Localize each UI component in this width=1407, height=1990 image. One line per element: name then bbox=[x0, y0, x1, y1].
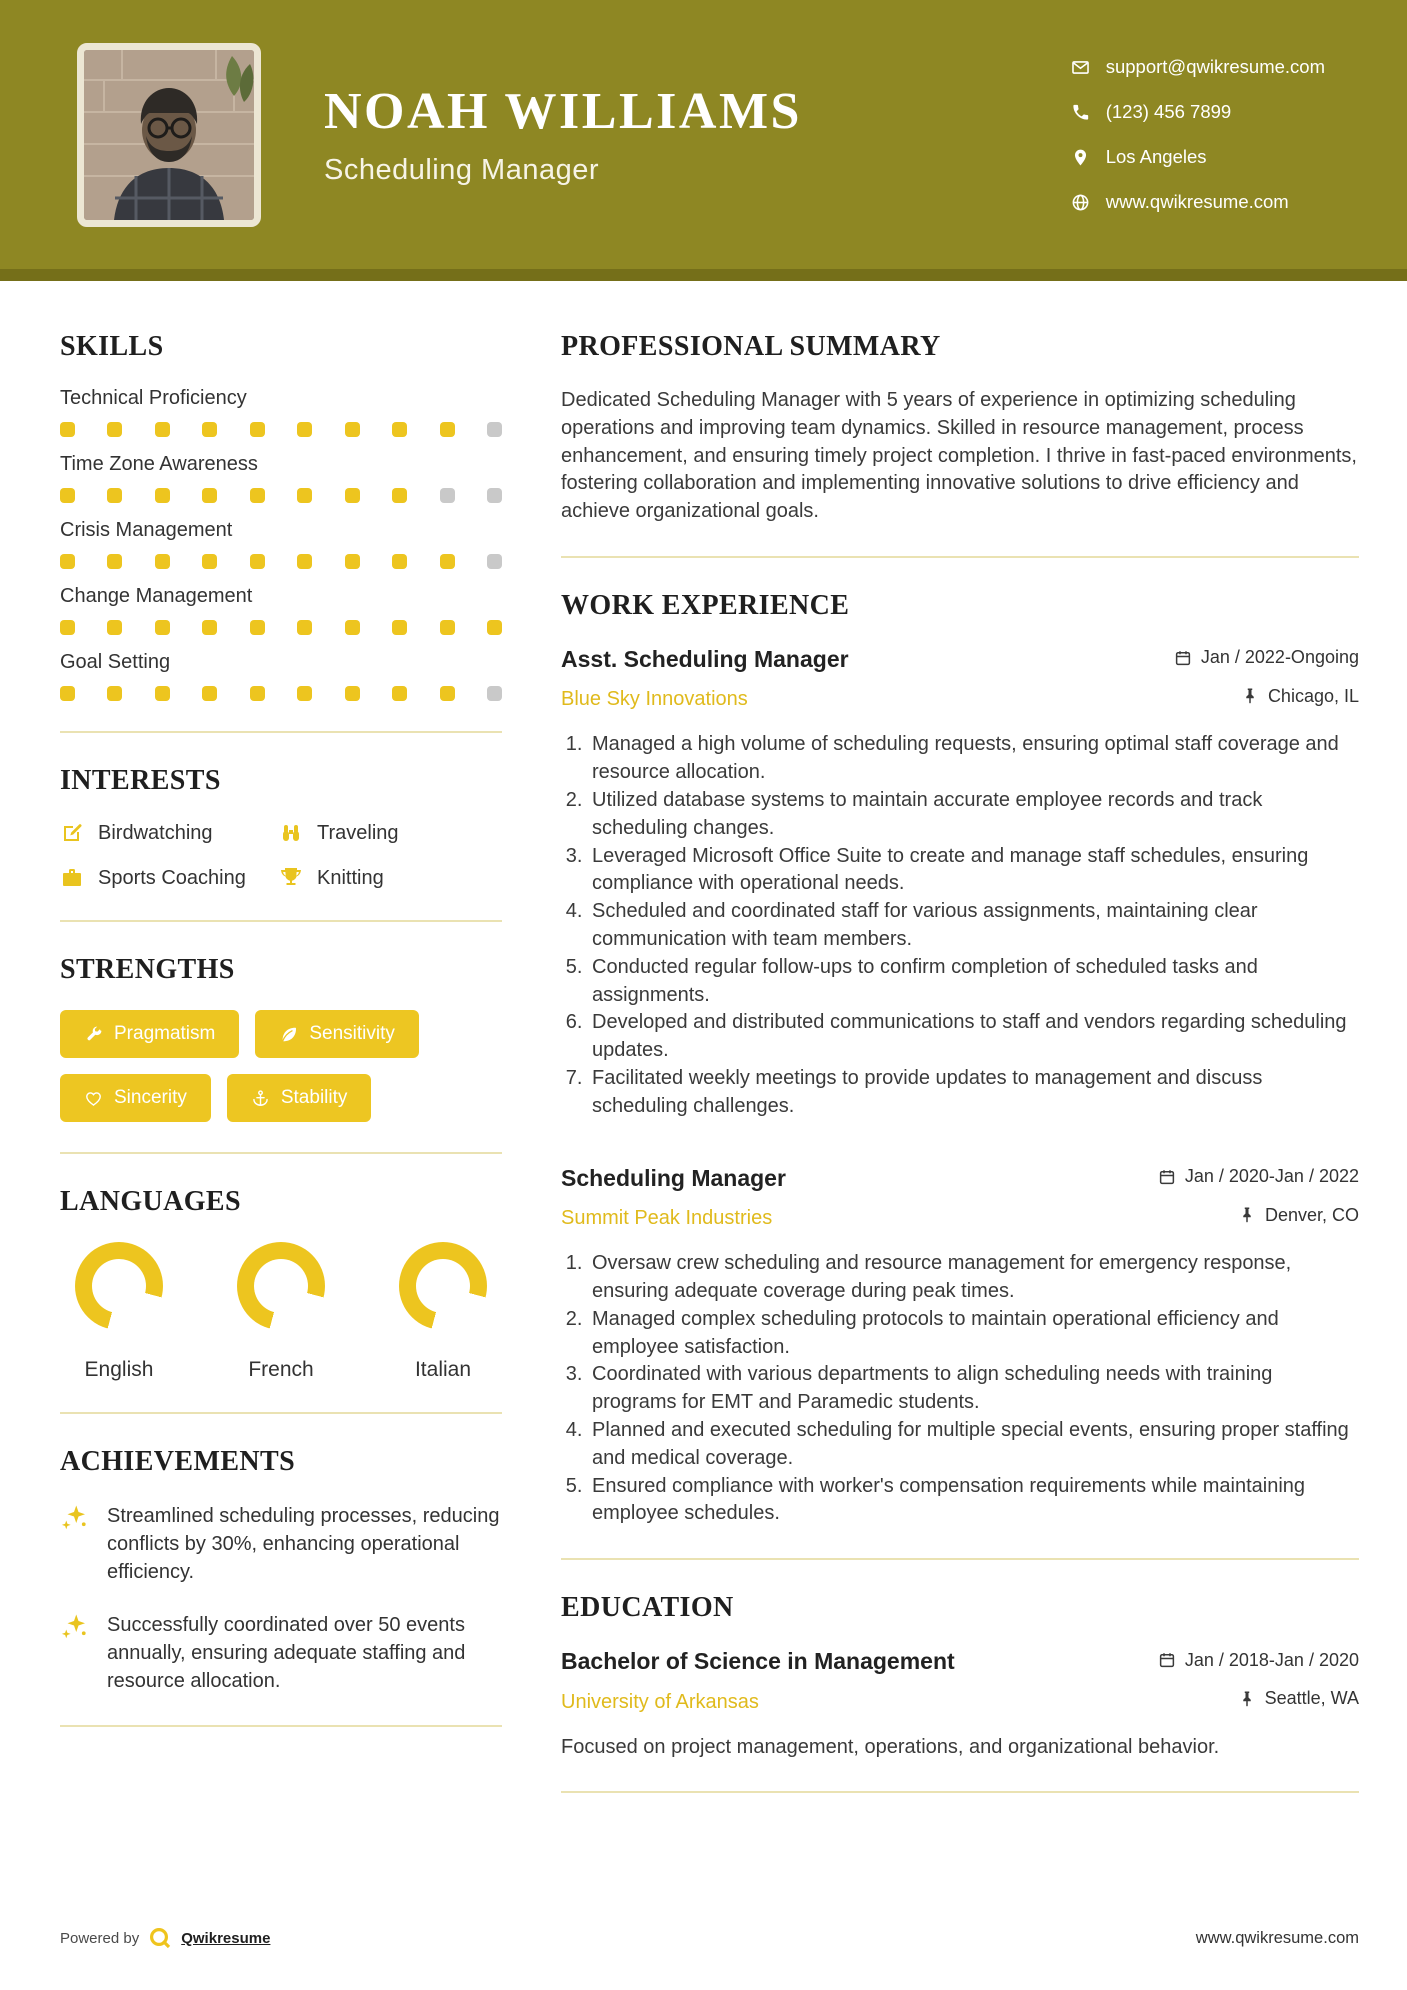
skill-level-dot bbox=[392, 554, 407, 569]
skill-level-dot bbox=[487, 620, 502, 635]
skill-level-dot bbox=[202, 488, 217, 503]
powered-by bbox=[60, 1926, 270, 1950]
achievement-text: Successfully coordinated over 50 events annually, ensuring adequate staffing and resource allocation. bbox=[107, 1614, 466, 1692]
strength-badge bbox=[60, 1010, 239, 1058]
contact-email bbox=[1071, 56, 1325, 78]
calendar-icon bbox=[1158, 1168, 1176, 1186]
languages-section bbox=[60, 1186, 502, 1382]
interests-grid bbox=[60, 821, 502, 890]
divider bbox=[60, 1412, 502, 1414]
skill-level-dot bbox=[107, 620, 122, 635]
skill-level-dot bbox=[345, 554, 360, 569]
language-item bbox=[60, 1242, 178, 1382]
education-heading: EDUCATION bbox=[561, 1592, 734, 1624]
achievement-item bbox=[60, 1502, 502, 1586]
summary-heading: PROFESSIONAL SUMMARY bbox=[561, 331, 941, 362]
skill-label: Goal Setting bbox=[60, 651, 171, 673]
contact-phone bbox=[1071, 101, 1325, 123]
interest-label: Sports Coaching bbox=[98, 866, 246, 889]
job-bullet: 2. Utilized database systems to maintain accurate employee records and track scheduling changes. bbox=[588, 787, 1359, 843]
skill-level-dots bbox=[60, 554, 502, 569]
education-dates-text: Jan / 2018-Jan / 2020 bbox=[1184, 1649, 1359, 1670]
job-title: Asst. Scheduling Manager bbox=[561, 645, 849, 672]
job-head bbox=[561, 646, 1359, 673]
strength-label: Stability bbox=[280, 1087, 348, 1108]
skill-level-dot bbox=[202, 554, 217, 569]
sidebar bbox=[60, 331, 502, 1759]
leaf-icon bbox=[279, 1025, 298, 1044]
skill-level-dot bbox=[107, 554, 122, 569]
skill-level-dot bbox=[487, 554, 502, 569]
job-bullets bbox=[561, 1250, 1359, 1528]
skill-level-dot bbox=[202, 620, 217, 635]
wrench-icon bbox=[84, 1025, 103, 1044]
strength-badge bbox=[60, 1074, 211, 1122]
skill-level-dot bbox=[297, 422, 312, 437]
skill-item bbox=[60, 387, 502, 437]
education-degree: Bachelor of Science in Management bbox=[561, 1648, 955, 1675]
header bbox=[0, 0, 1407, 281]
job-location-text: Chicago, IL bbox=[1267, 685, 1359, 706]
pushpin-icon bbox=[1238, 1206, 1256, 1224]
language-level-donut bbox=[237, 1242, 325, 1330]
skill-label: Crisis Management bbox=[60, 519, 233, 541]
skill-level-dot bbox=[155, 686, 170, 701]
job-company: Blue Sky Innovations bbox=[561, 688, 748, 711]
skill-level-dot bbox=[345, 686, 360, 701]
contact-location-text: Los Angeles bbox=[1105, 146, 1207, 167]
language-level-donut bbox=[75, 1242, 163, 1330]
divider bbox=[561, 556, 1359, 558]
interest-label: Traveling bbox=[317, 821, 399, 844]
job-bullet: 7. Facilitated weekly meetings to provide updates to management and discuss scheduling challenges. bbox=[588, 1065, 1359, 1121]
interest-item bbox=[60, 821, 279, 845]
calendar-icon bbox=[1174, 649, 1192, 667]
job-dates-text: Jan / 2022-Ongoing bbox=[1200, 647, 1359, 668]
skill-label: Time Zone Awareness bbox=[60, 453, 258, 475]
job-bullet: 3. Leveraged Microsoft Office Suite to create and manage staff schedules, ensuring compliance with operational needs. bbox=[588, 843, 1359, 899]
location-pin-icon bbox=[1071, 148, 1090, 167]
main-column bbox=[561, 331, 1359, 1825]
pencil-square-icon bbox=[60, 821, 84, 845]
skill-level-dot bbox=[60, 686, 75, 701]
skill-level-dots bbox=[60, 422, 502, 437]
strengths-list bbox=[60, 1010, 502, 1122]
language-item bbox=[384, 1242, 502, 1382]
job-bullet: 6. Developed and distributed communications to staff and vendors regarding scheduling updates. bbox=[588, 1009, 1359, 1065]
briefcase-icon bbox=[60, 866, 84, 890]
interest-label: Birdwatching bbox=[98, 821, 213, 844]
strengths-section bbox=[60, 954, 502, 1122]
pushpin-icon bbox=[1238, 1690, 1256, 1708]
languages-list bbox=[60, 1242, 502, 1382]
candidate-name: NOAH WILLIAMS bbox=[324, 83, 802, 140]
interest-label: Knitting bbox=[317, 866, 384, 889]
achievements-section bbox=[60, 1446, 502, 1695]
skill-level-dot bbox=[60, 488, 75, 503]
binoculars-icon bbox=[279, 821, 303, 845]
job-company: Summit Peak Industries bbox=[561, 1207, 773, 1230]
job-location bbox=[1238, 1205, 1359, 1226]
skill-level-dot bbox=[155, 488, 170, 503]
job-bullet: 3. Coordinated with various departments to align scheduling needs with training programs for EMT and Paramedic students. bbox=[588, 1361, 1359, 1417]
job-bullet: 5. Conducted regular follow-ups to confirm completion of scheduled tasks and assignments. bbox=[588, 954, 1359, 1010]
divider bbox=[60, 1725, 502, 1727]
globe-icon bbox=[1071, 193, 1090, 212]
education-note: Focused on project management, operations, and organizational behavior. bbox=[561, 1735, 1220, 1758]
achievement-text: Streamlined scheduling processes, reducing conflicts by 30%, enhancing operational efficiency. bbox=[107, 1505, 500, 1583]
skill-level-dot bbox=[345, 620, 360, 635]
job-bullets bbox=[561, 731, 1359, 1120]
skill-level-dot bbox=[297, 554, 312, 569]
sparkle-icon bbox=[60, 1612, 90, 1642]
job-bullet: 1. Oversaw crew scheduling and resource management for emergency response, ensuring adequate coverage during peak times. bbox=[588, 1250, 1359, 1306]
skills-heading: SKILLS bbox=[60, 331, 164, 362]
skill-level-dot bbox=[202, 686, 217, 701]
interest-item bbox=[60, 866, 279, 890]
qwikresume-link[interactable]: Qwikresume bbox=[181, 1929, 271, 1947]
skill-level-dot bbox=[440, 554, 455, 569]
anchor-icon bbox=[251, 1089, 270, 1108]
language-label: Italian bbox=[414, 1358, 472, 1381]
skills-section bbox=[60, 331, 502, 701]
skill-level-dot bbox=[250, 620, 265, 635]
job-head bbox=[561, 1165, 1359, 1192]
skill-level-dot bbox=[440, 488, 455, 503]
calendar-icon bbox=[1158, 1651, 1176, 1669]
skill-label: Change Management bbox=[60, 585, 253, 607]
education-dates bbox=[1158, 1650, 1359, 1671]
job-bullet: 1. Managed a high volume of scheduling requests, ensuring optimal staff coverage and resource allocation. bbox=[588, 731, 1359, 787]
achievements-heading: ACHIEVEMENTS bbox=[60, 1446, 296, 1477]
skill-level-dot bbox=[487, 488, 502, 503]
skill-level-dot bbox=[107, 488, 122, 503]
skill-level-dot bbox=[392, 620, 407, 635]
job-bullet: 5. Ensured compliance with worker's compensation requirements while maintaining employee schedules. bbox=[588, 1473, 1359, 1529]
summary-section bbox=[561, 331, 1359, 526]
powered-by-text: Powered by bbox=[60, 1929, 140, 1947]
skill-level-dot bbox=[345, 488, 360, 503]
language-item bbox=[222, 1242, 340, 1382]
skill-level-dot bbox=[487, 422, 502, 437]
skill-label: Technical Proficiency bbox=[60, 387, 247, 409]
job-bullet: 2. Managed complex scheduling protocols to maintain operational efficiency and employee satisfaction. bbox=[588, 1306, 1359, 1362]
contact-website-text: www.qwikresume.com bbox=[1105, 191, 1289, 212]
sparkle-icon bbox=[60, 1503, 90, 1533]
skill-item bbox=[60, 453, 502, 503]
skill-level-dot bbox=[297, 686, 312, 701]
divider bbox=[60, 1152, 502, 1154]
divider bbox=[60, 920, 502, 922]
contact-phone-text: (123) 456 7899 bbox=[1105, 101, 1232, 122]
job-subhead bbox=[561, 1205, 1359, 1231]
job-bullet: 4. Planned and executed scheduling for multiple special events, ensuring proper staffing and medical coverage. bbox=[588, 1417, 1359, 1473]
job-dates-text: Jan / 2020-Jan / 2022 bbox=[1184, 1166, 1359, 1187]
strength-label: Pragmatism bbox=[114, 1023, 216, 1044]
name-block bbox=[324, 82, 802, 187]
skill-level-dot bbox=[155, 554, 170, 569]
contact-block bbox=[1071, 56, 1325, 213]
languages-heading: LANGUAGES bbox=[60, 1186, 241, 1217]
skill-level-dot bbox=[250, 488, 265, 503]
interest-item bbox=[279, 821, 502, 845]
skill-level-dot bbox=[60, 620, 75, 635]
strength-badge bbox=[255, 1010, 419, 1058]
skill-level-dot bbox=[60, 554, 75, 569]
profile-photo bbox=[77, 43, 261, 227]
skill-level-dots bbox=[60, 686, 502, 701]
skill-level-dot bbox=[250, 554, 265, 569]
skill-level-dot bbox=[440, 620, 455, 635]
job-dates bbox=[1158, 1166, 1359, 1187]
strength-label: Sincerity bbox=[114, 1087, 187, 1108]
contact-location bbox=[1071, 146, 1325, 168]
skill-level-dots bbox=[60, 620, 502, 635]
skill-level-dot bbox=[392, 686, 407, 701]
interests-heading: INTERESTS bbox=[60, 765, 221, 796]
divider bbox=[561, 1558, 1359, 1560]
divider bbox=[60, 731, 502, 733]
experience-heading: WORK EXPERIENCE bbox=[561, 589, 850, 621]
strength-label: Sensitivity bbox=[309, 1023, 395, 1044]
skill-level-dot bbox=[440, 686, 455, 701]
language-label: English bbox=[84, 1358, 154, 1381]
footer-site-url: www.qwikresume.com bbox=[1195, 1928, 1359, 1947]
education-section bbox=[561, 1592, 1359, 1761]
education-entry bbox=[561, 1648, 1359, 1761]
education-head bbox=[561, 1648, 1359, 1675]
job-subhead bbox=[561, 686, 1359, 712]
achievement-item bbox=[60, 1611, 502, 1695]
email-icon bbox=[1071, 58, 1090, 77]
skill-level-dot bbox=[155, 422, 170, 437]
job-bullet: 4. Scheduled and coordinated staff for various assignments, maintaining clear communication with team members. bbox=[588, 898, 1359, 954]
job-location-text: Denver, CO bbox=[1264, 1204, 1359, 1225]
content bbox=[0, 281, 1407, 1825]
skill-level-dot bbox=[297, 620, 312, 635]
skill-level-dot bbox=[392, 488, 407, 503]
job-entry bbox=[561, 1165, 1359, 1528]
contact-email-text: support@qwikresume.com bbox=[1105, 56, 1325, 77]
trophy-icon bbox=[279, 866, 303, 890]
skill-level-dot bbox=[202, 422, 217, 437]
education-school: University of Arkansas bbox=[561, 1690, 759, 1713]
skill-level-dot bbox=[392, 422, 407, 437]
education-location-text: Seattle, WA bbox=[1264, 1688, 1359, 1709]
job-title: Scheduling Manager bbox=[561, 1164, 786, 1191]
skill-level-dot bbox=[155, 620, 170, 635]
strength-badge bbox=[227, 1074, 372, 1122]
skill-item bbox=[60, 585, 502, 635]
skill-level-dot bbox=[345, 422, 360, 437]
profile-photo-illustration bbox=[84, 50, 254, 220]
divider bbox=[561, 1791, 1359, 1793]
interest-item bbox=[279, 866, 502, 890]
language-label: French bbox=[248, 1358, 314, 1381]
skill-level-dot bbox=[107, 422, 122, 437]
skill-level-dots bbox=[60, 488, 502, 503]
skill-item bbox=[60, 519, 502, 569]
summary-text: Dedicated Scheduling Manager with 5 years of experience in optimizing scheduling operations and improving team dynamics. Skilled in resource management, process enhancement, and ensuring timely project completion. I thrive in fast-paced environments, fostering collaboration and implementing innovative solutions to drive efficiency and achieve organizational goals. bbox=[561, 389, 1357, 523]
skill-level-dot bbox=[107, 686, 122, 701]
skill-level-dot bbox=[440, 422, 455, 437]
skill-level-dot bbox=[250, 686, 265, 701]
candidate-title: Scheduling Manager bbox=[324, 154, 600, 186]
job-dates bbox=[1174, 647, 1359, 668]
language-level-donut bbox=[399, 1242, 487, 1330]
pushpin-icon bbox=[1241, 687, 1259, 705]
interests-section bbox=[60, 765, 502, 890]
education-subhead bbox=[561, 1688, 1359, 1714]
heart-icon bbox=[84, 1089, 103, 1108]
footer bbox=[60, 1926, 1359, 1950]
education-location bbox=[1238, 1688, 1359, 1709]
strengths-heading: STRENGTHS bbox=[60, 954, 235, 985]
phone-icon bbox=[1071, 103, 1090, 122]
skill-level-dot bbox=[297, 488, 312, 503]
skill-level-dot bbox=[487, 686, 502, 701]
experience-section bbox=[561, 590, 1359, 1528]
job-entry bbox=[561, 646, 1359, 1121]
job-location bbox=[1241, 686, 1359, 707]
skill-level-dot bbox=[60, 422, 75, 437]
skill-item bbox=[60, 651, 502, 701]
skill-level-dot bbox=[250, 422, 265, 437]
contact-website bbox=[1071, 191, 1325, 213]
qwikresume-logo-icon bbox=[148, 1926, 172, 1950]
